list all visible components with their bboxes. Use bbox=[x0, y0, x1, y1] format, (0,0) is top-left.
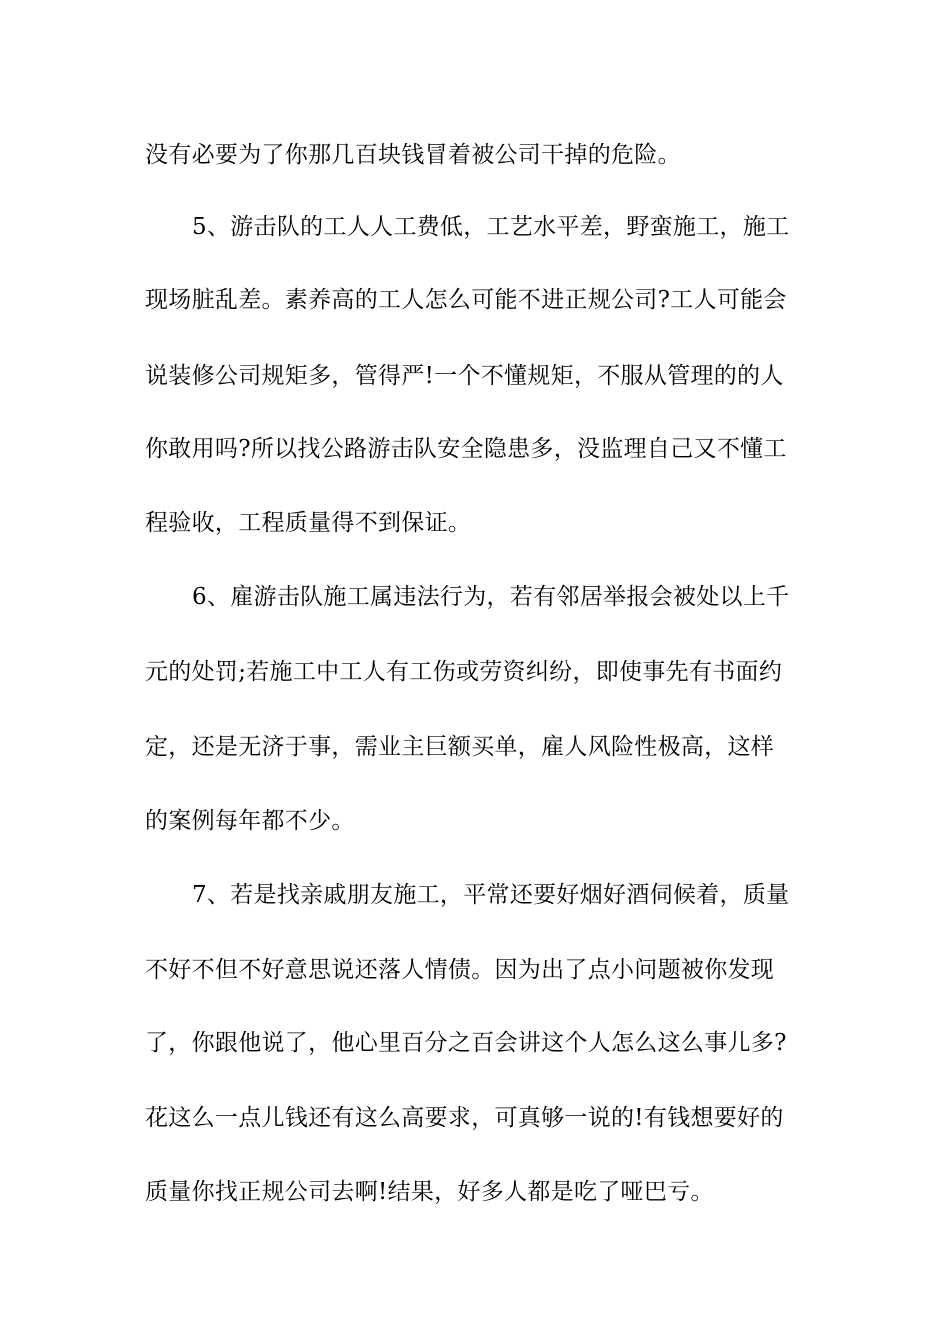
paragraph-5-first-line: 5、游击队的工人人工费低，工艺水平差，野蛮施工，施工 bbox=[192, 214, 790, 240]
text-line: 没有必要为了你那几百块钱冒着被公司干掉的危险。 bbox=[145, 142, 681, 168]
text-line: 说装修公司规矩多，管得严!一个不懂规矩，不服从管理的的人 bbox=[145, 363, 784, 389]
text-line: 不好不但不好意思说还落人情债。因为出了点小问题被你发现 bbox=[145, 957, 775, 983]
paragraph-6-first-line: 6、雇游击队施工属违法行为，若有邻居举报会被处以上千 bbox=[192, 584, 790, 610]
text-line: 你敢用吗?所以找公路游击队安全隐患多，没监理自己又不懂工 bbox=[145, 436, 787, 462]
text-line: 程验收，工程质量得不到保证。 bbox=[145, 510, 472, 536]
text-line: 定，还是无济于事，需业主巨额买单，雇人风险性极高，这样 bbox=[145, 734, 775, 760]
paragraph-7-first-line: 7、若是找亲戚朋友施工，平常还要好烟好酒伺候着，质量 bbox=[192, 882, 790, 908]
text-line: 质量你找正规公司去啊!结果，好多人都是吃了哑巴亏。 bbox=[145, 1179, 714, 1205]
text-line: 元的处罚;若施工中工人有工伤或劳资纠纷，即使事先有书面约 bbox=[145, 659, 783, 685]
text-line: 的案例每年都不少。 bbox=[145, 808, 355, 834]
text-line: 了，你跟他说了，他心里百分之百会讲这个人怎么这么事儿多? bbox=[145, 1030, 787, 1056]
text-line: 花这么一点儿钱还有这么高要求，可真够一说的!有钱想要好的 bbox=[145, 1105, 784, 1131]
text-line: 现场脏乱差。素养高的工人怎么可能不进正规公司?工人可能会 bbox=[145, 287, 787, 313]
